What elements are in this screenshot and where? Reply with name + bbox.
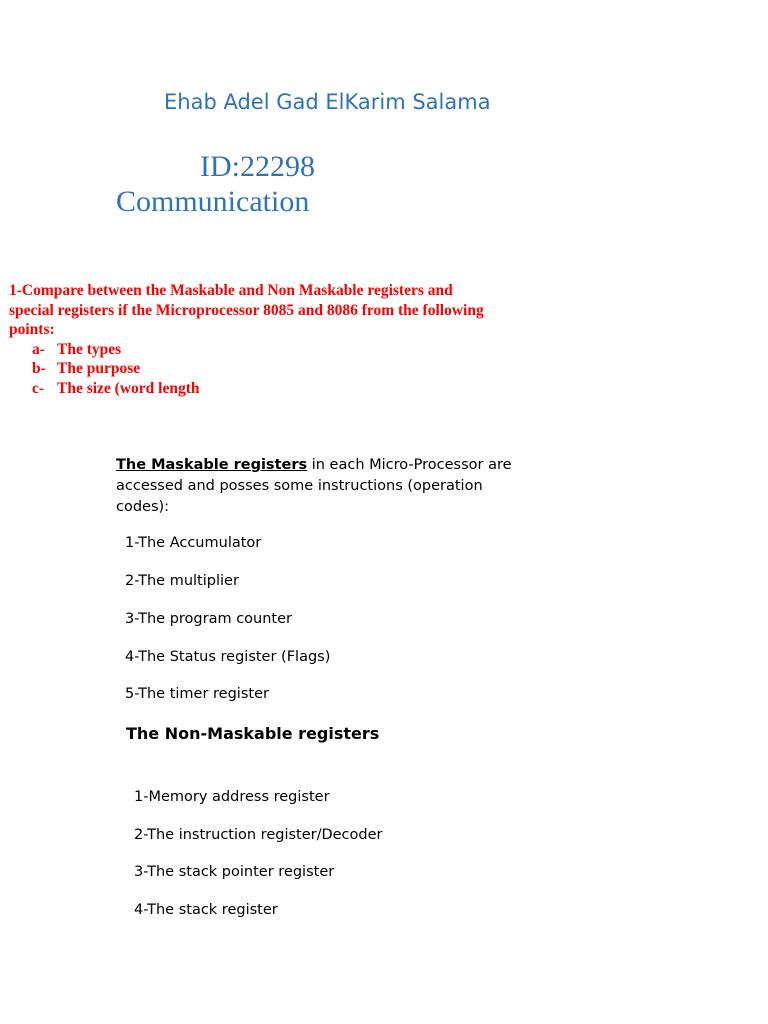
point-letter: a- [32, 340, 45, 358]
question-block [9, 281, 484, 398]
maskable-item: 1-The Accumulator [125, 535, 262, 551]
point-letter: c- [32, 379, 45, 397]
question-line: special registers if the Microprocessor 8085 and 8086 from the following [9, 301, 484, 319]
question-point [9, 340, 484, 360]
point-text: The purpose [57, 360, 141, 377]
non-maskable-item: 2-The instruction register/Decoder [134, 827, 383, 843]
maskable-item: 2-The multiplier [125, 573, 239, 589]
maskable-item: 4-The Status register (Flags) [125, 649, 331, 665]
point-letter: b- [32, 360, 46, 377]
point-text: The types [57, 340, 122, 358]
non-maskable-item: 3-The stack pointer register [134, 864, 335, 880]
non-maskable-item: 4-The stack register [134, 902, 278, 918]
maskable-intro-text: in each Micro-Processor are accessed and posses some instructions (operation codes): [116, 457, 512, 515]
maskable-item: 5-The timer register [125, 686, 269, 702]
department: Communication [116, 185, 310, 218]
maskable-intro [116, 455, 516, 518]
question-point [9, 359, 484, 379]
non-maskable-heading: The Non-Maskable registers [126, 724, 380, 743]
question-line: points: [9, 321, 55, 338]
point-text: The size (word length [57, 379, 200, 397]
question-point [9, 379, 484, 399]
maskable-item: 3-The program counter [125, 611, 292, 627]
author-name: Ehab Adel Gad ElKarim Salama [164, 90, 491, 114]
student-id: ID:22298 [200, 150, 315, 183]
non-maskable-item: 1-Memory address register [134, 789, 330, 805]
question-line: 1-Compare between the Maskable and Non Maskable registers and [9, 282, 453, 299]
maskable-title: The Maskable registers [116, 457, 308, 473]
